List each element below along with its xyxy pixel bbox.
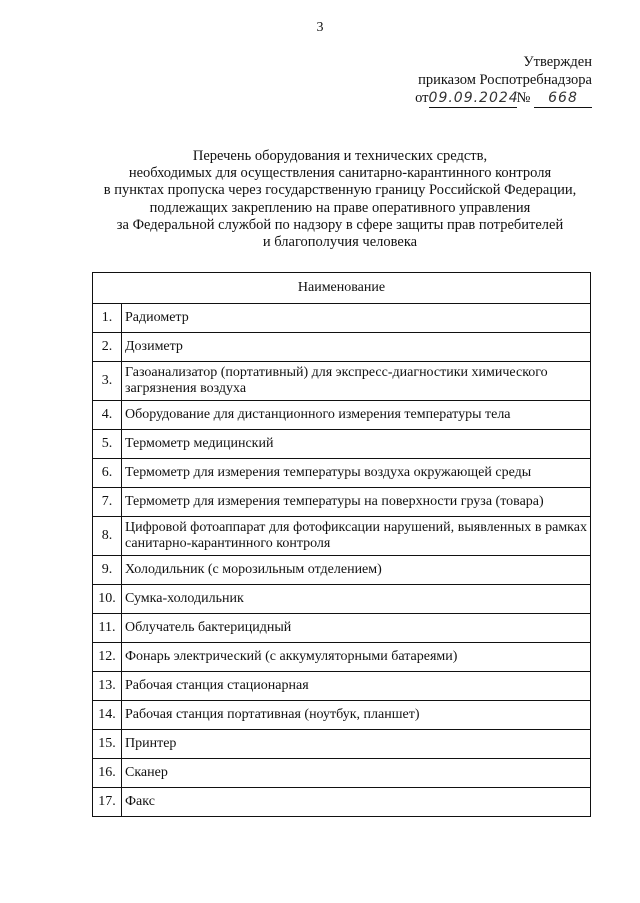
- row-name: Облучатель бактерицидный: [122, 614, 591, 643]
- title-line: подлежащих закреплению на праве оперативного управления: [149, 199, 531, 216]
- row-number: 8.: [93, 517, 122, 556]
- column-header-name: Наименование: [93, 273, 591, 304]
- row-name: Термометр для измерения температуры воздуха окружающей среды: [122, 459, 591, 488]
- table-header-row: [93, 273, 591, 304]
- row-name: Дозиметр: [122, 333, 591, 362]
- table-row: [93, 788, 591, 817]
- row-number: 5.: [93, 430, 122, 459]
- row-number: 14.: [93, 701, 122, 730]
- row-name: Цифровой фотоаппарат для фотофиксации нарушений, выявленных в рамках санитарно-карантинного контроля: [122, 517, 591, 556]
- table-row: [93, 333, 591, 362]
- table-row: [93, 701, 591, 730]
- row-number: 3.: [93, 362, 122, 401]
- date-prefix: от: [415, 90, 429, 106]
- row-name: Рабочая станция портативная (ноутбук, планшет): [122, 701, 591, 730]
- row-name: Сканер: [122, 759, 591, 788]
- row-number: 12.: [93, 643, 122, 672]
- row-name: Принтер: [122, 730, 591, 759]
- row-name: Радиометр: [122, 304, 591, 333]
- document-title: [60, 148, 620, 251]
- table-row: [93, 488, 591, 517]
- approval-line-2: приказом Роспотребнадзора: [418, 72, 592, 88]
- table-row: [93, 517, 591, 556]
- table-row: [93, 430, 591, 459]
- table-row: [93, 643, 591, 672]
- row-name: Факс: [122, 788, 591, 817]
- table-row: [93, 672, 591, 701]
- row-name: Оборудование для дистанционного измерения температуры тела: [122, 401, 591, 430]
- table-row: [93, 614, 591, 643]
- row-number: 13.: [93, 672, 122, 701]
- approval-block: [415, 53, 592, 108]
- table-row: [93, 556, 591, 585]
- row-name: Фонарь электрический (с аккумуляторными батареями): [122, 643, 591, 672]
- table-row: [93, 759, 591, 788]
- title-line: Перечень оборудования и технических средств,: [192, 148, 488, 164]
- approval-line-1: Утвержден: [523, 54, 592, 70]
- row-number: 6.: [93, 459, 122, 488]
- table-row: [93, 362, 591, 401]
- approval-number: 668: [534, 89, 592, 108]
- row-name: Газоанализатор (портативный) для экспресс-диагностики химического загрязнения воздуха: [122, 362, 591, 401]
- row-number: 4.: [93, 401, 122, 430]
- table-row: [93, 459, 591, 488]
- row-number: 15.: [93, 730, 122, 759]
- row-number: 7.: [93, 488, 122, 517]
- row-number: 11.: [93, 614, 122, 643]
- page-number: 3: [316, 20, 324, 35]
- approval-date: 09.09.2024: [428, 90, 519, 106]
- row-name: Холодильник (с морозильным отделением): [122, 556, 591, 585]
- row-number: 17.: [93, 788, 122, 817]
- table-row: [93, 401, 591, 430]
- row-name: Термометр медицинский: [122, 430, 591, 459]
- table-row: [93, 585, 591, 614]
- number-label: №: [516, 90, 531, 106]
- approval-date-line: [415, 89, 592, 108]
- row-name: Рабочая станция стационарная: [122, 672, 591, 701]
- row-number: 16.: [93, 759, 122, 788]
- row-name: Сумка-холодильник: [122, 585, 591, 614]
- row-number: 9.: [93, 556, 122, 585]
- title-line: за Федеральной службой по надзору в сфере защиты прав потребителей: [116, 216, 564, 233]
- title-line: и благополучия человека: [262, 234, 418, 251]
- title-line: необходимых для осуществления санитарно-карантинного контроля: [128, 165, 552, 182]
- table-row: [93, 730, 591, 759]
- equipment-table: [92, 272, 591, 817]
- row-number: 1.: [93, 304, 122, 333]
- row-name: Термометр для измерения температуры на поверхности груза (товара): [122, 488, 591, 517]
- table-row: [93, 304, 591, 333]
- row-number: 10.: [93, 585, 122, 614]
- title-line: в пунктах пропуска через государственную границу Российской Федерации,: [103, 182, 577, 199]
- row-number: 2.: [93, 333, 122, 362]
